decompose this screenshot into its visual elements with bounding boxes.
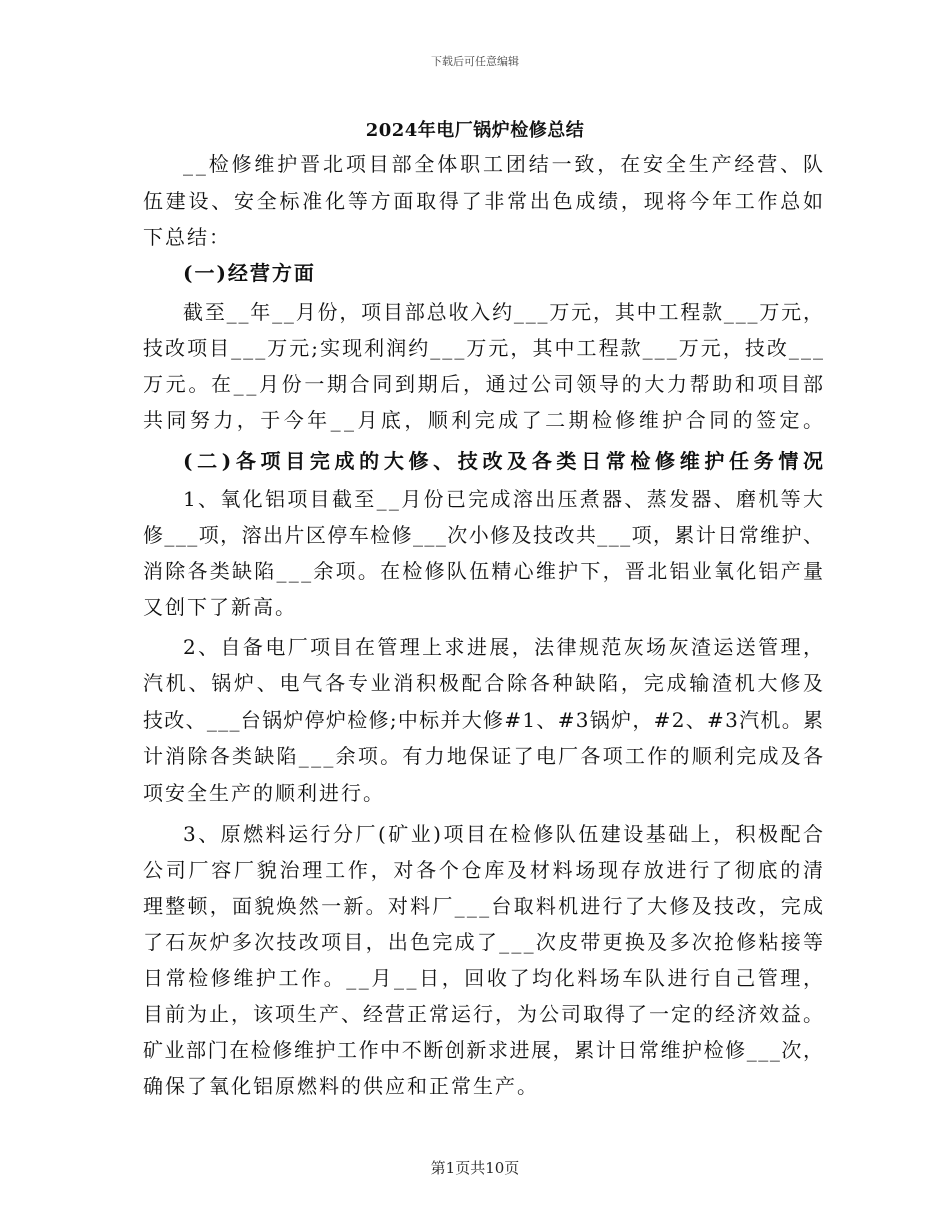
paragraph-line: 确保了氧化铝原燃料的供应和正常生产。 — [143, 1074, 539, 1098]
paragraph-line: 矿业部门在检修维护工作中不断创新求进展，累计日常维护检修___次， — [143, 1038, 825, 1062]
page-number-footer: 第1页共10页 — [430, 1159, 520, 1177]
paragraph-line: 技改项目___万元;实现利润约___万元，其中工程款___万元，技改___ — [143, 336, 826, 360]
page-title: 2024年电厂锅炉检修总结 — [365, 120, 585, 141]
paragraph-line: 截至__年__月份，项目部总收入约___万元，其中工程款___万元， — [183, 300, 825, 324]
paragraph-line: 1、氧化铝项目截至__月份已完成溶出压煮器、蒸发器、磨机等大 — [183, 487, 826, 511]
paragraph-line: 目前为止，该项生产、经营正常运行，为公司取得了一定的经济效益。 — [143, 1002, 825, 1026]
paragraph-line: 项安全生产的顺利进行。 — [143, 781, 385, 805]
paragraph-line: __检修维护晋北项目部全体职工团结一致，在安全生产经营、队 — [183, 152, 826, 176]
paragraph-line: 技改、___台锅炉停炉检修;中标并大修#1、#3锅炉，#2、#3汽机。累 — [143, 708, 825, 732]
paragraph-line: 日常检修维护工作。__月__日，回收了均化料场车队进行自己管理， — [143, 966, 826, 990]
section-heading: (二)各项目完成的大修、技改及各类日常检修维护任务情况 — [183, 449, 828, 473]
paragraph-line: 理整顿，面貌焕然一新。对料厂___台取料机进行了大修及技改，完成 — [143, 894, 826, 918]
paragraph-line: 下总结： — [143, 225, 231, 249]
paragraph-line: 又创下了新高。 — [143, 595, 297, 619]
paragraph-line: 计消除各类缺陷___余项。有力地保证了电厂各项工作的顺利完成及各 — [143, 744, 826, 768]
paragraph-line: 2、自备电厂项目在管理上求进展，法律规范灰场灰渣运送管理， — [183, 635, 826, 659]
paragraph-line: 伍建设、安全标准化等方面取得了非常出色成绩，现将今年工作总如 — [143, 189, 826, 213]
paragraph-line: 了石灰炉多次技改项目，出色完成了___次皮带更换及多次抢修粘接等 — [143, 930, 826, 954]
section-heading: (一)经营方面 — [183, 261, 316, 285]
paragraph-line: 3、原燃料运行分厂(矿业)项目在检修队伍建设基础上，积极配合 — [183, 822, 826, 846]
paragraph-line: 消除各类缺陷___余项。在检修队伍精心维护下，晋北铝业氧化铝产量 — [143, 559, 826, 583]
paragraph-line: 汽机、锅炉、电气各专业消积极配合除各种缺陷，完成输渣机大修及 — [143, 671, 826, 695]
paragraph-line: 公司厂容厂貌治理工作，对各个仓库及材料场现存放进行了彻底的清 — [143, 858, 826, 882]
paragraph-line: 共同努力，于今年__月底，顺利完成了二期检修维护合同的签定。 — [143, 408, 827, 432]
paragraph-line: 修___项，溶出片区停车检修___次小修及技改共___项，累计日常维护、 — [143, 523, 825, 547]
header-note: 下载后可任意编辑 — [431, 55, 519, 68]
paragraph-line: 万元。在__月份一期合同到期后，通过公司领导的大力帮助和项目部 — [143, 372, 826, 396]
